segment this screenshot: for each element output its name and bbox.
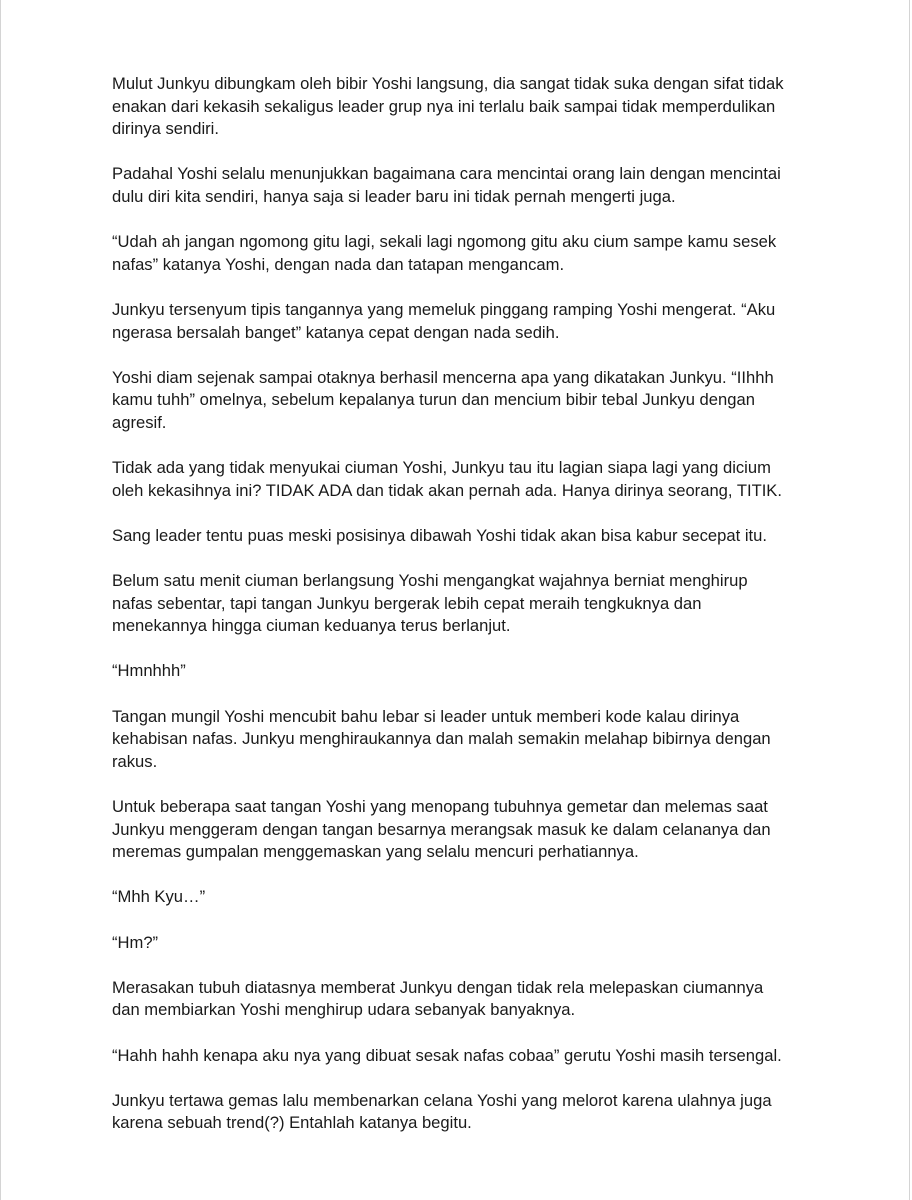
paragraph [112,163,812,208]
paragraph [112,1045,812,1068]
text-line: Mulut Junkyu dibungkam oleh bibir Yoshi langsung, dia sangat tidak suka dengan sifat tidak [112,74,784,93]
paragraph [112,660,812,683]
text-line: dirinya sendiri. [112,119,219,139]
paragraph [112,73,812,141]
text-line: “Mhh Kyu…” [112,887,206,907]
text-line: Belum satu menit ciuman berlangsung Yoshi mengangkat wajahnya berniat menghirup [112,571,748,591]
paragraph [112,299,812,344]
text-line: “Hahh hahh kenapa aku nya yang dibuat sesak nafas cobaa” gerutu Yoshi masih tersengal. [112,1045,782,1065]
text-line: enakan dari kekasih sekaligus leader grup nya ini terlalu baik sampai tidak memperdulikan [112,96,776,116]
paragraph [112,231,812,276]
document-body [112,73,812,1158]
text-line: kamu tuhh” omelnya, sebelum kepalanya turun dan mencium bibir tebal Junkyu dengan [112,390,755,410]
text-line: menekannya hingga ciuman keduanya terus berlanjut. [112,616,511,636]
text-line: “Hmnhhh” [112,661,186,681]
text-line: Junkyu menggeram dengan tangan besarnya merangsak masuk ke dalam celananya dan [112,819,771,839]
text-line: dan membiarkan Yoshi menghirup udara sebanyak banyaknya. [112,1000,576,1020]
paragraph [112,570,812,638]
text-line: nafas sebentar, tapi tangan Junkyu bergerak lebih cepat meraih tengkuknya dan [112,593,702,613]
text-line: Merasakan tubuh diatasnya memberat Junkyu dengan tidak rela melepaskan ciumannya [112,977,764,997]
text-line: Padahal Yoshi selalu menunjukkan bagaimana cara mencintai orang lain dengan mencintai [112,164,781,184]
text-line: oleh kekasihnya ini? TIDAK ADA dan tidak akan pernah ada. Hanya dirinya seorang, TITIK. [112,480,782,500]
text-line: agresif. [112,412,167,432]
paragraph [112,706,812,774]
text-line: Tidak ada yang tidak menyukai ciuman Yoshi, Junkyu tau itu lagian siapa lagi yang dicium [112,458,771,478]
text-line: karena sebuah trend(?) Entahlah katanya begitu. [112,1113,472,1133]
paragraph [112,796,812,864]
text-line: Tangan mungil Yoshi mencubit bahu lebar si leader untuk memberi kode kalau dirinya [112,706,740,726]
text-line: meremas gumpalan menggemaskan yang selalu mencuri perhatiannya. [112,842,639,862]
paragraph [112,525,812,548]
text-line: rakus. [112,751,158,771]
paragraph [112,457,812,502]
paragraph [112,932,812,955]
text-line: ngerasa bersalah banget” katanya cepat dengan nada sedih. [112,322,560,342]
text-line: “Hm?” [112,932,159,952]
paragraph [112,977,812,1022]
text-line: “Udah ah jangan ngomong gitu lagi, sekali lagi ngomong gitu aku cium sampe kamu sesek [112,232,777,252]
text-line: Junkyu tersenyum tipis tangannya yang memeluk pinggang ramping Yoshi mengerat. “Aku [112,299,776,319]
paragraph [112,886,812,909]
paragraph [112,367,812,435]
text-line: kehabisan nafas. Junkyu menghiraukannya dan malah semakin melahap bibirnya dengan [112,729,771,749]
text-line: Junkyu tertawa gemas lalu membenarkan celana Yoshi yang melorot karena ulahnya juga [112,1090,772,1110]
text-line: Sang leader tentu puas meski posisinya dibawah Yoshi tidak akan bisa kabur secepat itu. [112,525,767,545]
text-line: nafas” katanya Yoshi, dengan nada dan tatapan mengancam. [112,254,565,274]
text-line: Yoshi diam sejenak sampai otaknya berhasil mencerna apa yang dikatakan Junkyu. “IIhhh [112,367,774,387]
text-line: dulu diri kita sendiri, hanya saja si leader baru ini tidak pernah mengerti juga. [112,186,676,206]
text-line: Untuk beberapa saat tangan Yoshi yang menopang tubuhnya gemetar dan melemas saat [112,797,768,816]
paragraph [112,1090,812,1135]
